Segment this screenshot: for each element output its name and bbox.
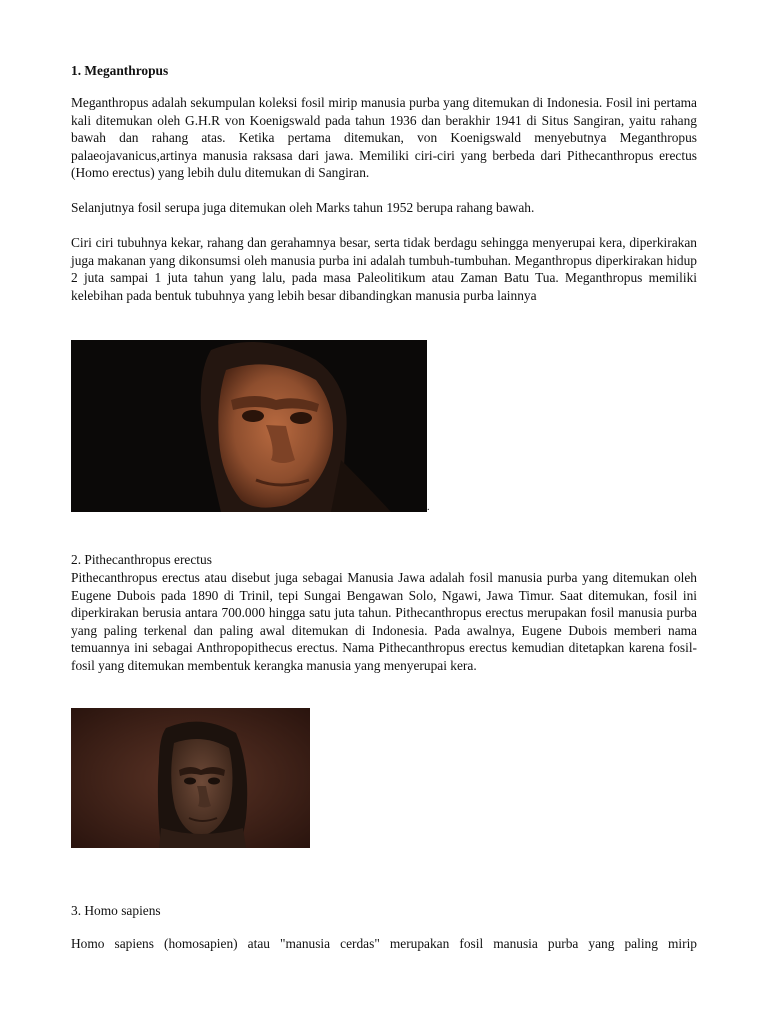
section-heading-pithecanthropus: 2. Pithecanthropus erectus: [71, 552, 212, 567]
paragraph-homo-sapiens: Homo sapiens (homosapien) atau "manusia cerdas" merupakan fosil manusia purba yang paling mirip: [71, 936, 697, 951]
paragraph-meganthropus-marks: Selanjutnya fosil serupa juga ditemukan oleh Marks tahun 1952 berupa rahang bawah.: [71, 200, 535, 215]
paragraph-pithecanthropus: Pithecanthropus erectus atau disebut juga sebagai Manusia Jawa adalah fosil manusia purba yang ditemukan oleh Eugene Dubois pada 1890 di Trinil, tepi Sungai Bengawan Solo, Ngawi, Jawa Timur. Saat ditemukan, fosil ini diperkirakan berusia antara 700.000 hingga satu juta tahun. Pithecanthropus erectus merupakan fosil manusia purba yang paling terkenal dan paling awal ditemukan di Indonesia. Pada awalnya, Eugene Dubois memberi nama temuannya ini sebagai Anthropopithecus erectus. Nama Pithecanthropus erectus kemudian ditetapkan karena fosil-fosil yang ditemukan membentuk kerangka manusia yang menyerupai kera.: [71, 570, 697, 673]
trailing-period: .: [427, 502, 430, 513]
section-heading-meganthropus: 1. Meganthropus: [71, 63, 169, 78]
paragraph-meganthropus-intro: Meganthropus adalah sekumpulan koleksi fosil mirip manusia purba yang ditemukan di Indonesia. Fosil ini pertama kali ditemukan oleh G.H.R von Koenigswald pada tahun 1936 dan berakhir 1941 di Situs Sangiran, yaitu rahang bawah dan rahang atas. Ketika pertama ditemukan, von Koenigswald menyebutnya Meganthropus palaeojavanicus,artinya manusia raksasa dari jawa. Memiliki ciri-ciri yang berbeda dari Pithecanthropus erectus (Homo erectus) yang lebih dulu ditemukan di Sangiran.: [71, 95, 697, 181]
meganthropus-reconstruction-photo: [71, 340, 427, 512]
section-heading-homo-sapiens: 3. Homo sapiens: [71, 903, 161, 918]
paragraph-meganthropus-traits: Ciri ciri tubuhnya kekar, rahang dan gerahamnya besar, serta tidak berdagu sehingga menyerupai kera, diperkirakan juga makanan yang dikonsumsi oleh manusia purba ini adalah tumbuh-tumbuhan. Meganthropus diperkirakan hidup 2 juta sampai 1 juta tahun yang lalu, pada masa Paleolitikum atau Zaman Batu Tua. Meganthropus memiliki kelebihan pada bentuk tubuhnya yang lebih besar dibandingkan manusia purba lainnya: [71, 235, 697, 303]
pithecanthropus-reconstruction-photo: [71, 708, 310, 848]
